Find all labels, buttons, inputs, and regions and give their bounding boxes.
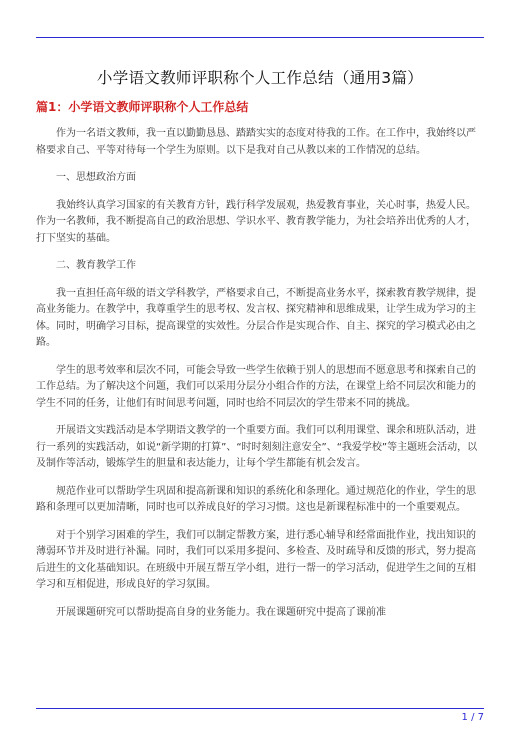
- paragraph: 规范作业可以帮助学生巩固和提高新课和知识的系统化和条理化。通过规范化的作业，学生的思路和条理可以更加清晰，同时也可以养成良好的学习习惯。这也是新课程标准中的一个重要观点。: [36, 485, 476, 513]
- footer-rule: [36, 708, 484, 709]
- subheading: 一、思想政治方面: [56, 172, 136, 183]
- paragraph: 开展课题研究可以帮助提高自身的业务能力。我在课题研究中提高了课前准: [56, 606, 386, 618]
- document-title: 小学语文教师评职称个人工作总结（通用3篇）: [96, 69, 424, 87]
- page-indicator: 1 / 7: [461, 712, 484, 723]
- subheading: 二、教育教学工作: [56, 260, 136, 271]
- paragraph: 开展语文实践活动是本学期语文教学的一个重要方面。我们可以利用课堂、课余和班队活动，进行一系列的实践活动，如说“新学期的打算”、“时时刻刻注意安全”、“我爱学校”等主题班会活动，以及制作等活动，锻炼学生的胆量和表达能力，让每个学生都能有机会发言。: [36, 425, 478, 469]
- document-body: [36, 126, 485, 632]
- paragraph: 我一直担任高年级的语文学科教学，严格要求自己，不断提高业务水平，探索教育教学规律，提高业务能力。在教学中，我尊重学生的思考权、发言权、探究精神和思维成果，让学生成为学习的主体。同时，明确学习目标，提高课堂的实效性。分层合作是实现合作、自主、探究的学习模式必由之路。: [36, 287, 476, 348]
- header-rule: [36, 37, 484, 38]
- paragraph: 对于个别学习困难的学生，我们可以制定帮教方案，进行悉心辅导和经常面批作业，找出知识的薄弱环节并及时进行补漏。同时，我们可以采用多提问、多检查、及时疏导和反馈的形式，努力提高后进生的文化基础知识。在班级中开展互帮互学小组，进行一帮一的学习活动，促进学生之间的互相学习和互相促进，形成良好的学习氛围。: [36, 529, 476, 590]
- paragraph: 我始终认真学习国家的有关教育方针，践行科学发展观，热爱教育事业，关心时事，热爱人民。作为一名教师，我不断提高自己的政治思想、学识水平、教育教学能力，为社会培养出优秀的人才，打下坚实的基础。: [36, 199, 476, 244]
- section-heading: 篇1：小学语文教师评职称个人工作总结: [36, 100, 249, 114]
- paragraph: 作为一名语文教师，我一直以勤勤恳恳、踏踏实实的态度对待我的工作。在工作中，我始终以严格要求自己、平等对待每一个学生为原则。以下是我对自己从教以来的工作情况的总结。: [36, 128, 476, 156]
- paragraph: 学生的思考效率和层次不同，可能会导致一些学生依赖于别人的思想而不愿意思考和探索自己的工作总结。为了解决这个问题，我们可以采用分层分小组合作的方法，在课堂上给不同层次和能力的学生不同的任务，让他们有时间思考问题，同时也给不同层次的学生带来不同的挑战。: [36, 364, 476, 409]
